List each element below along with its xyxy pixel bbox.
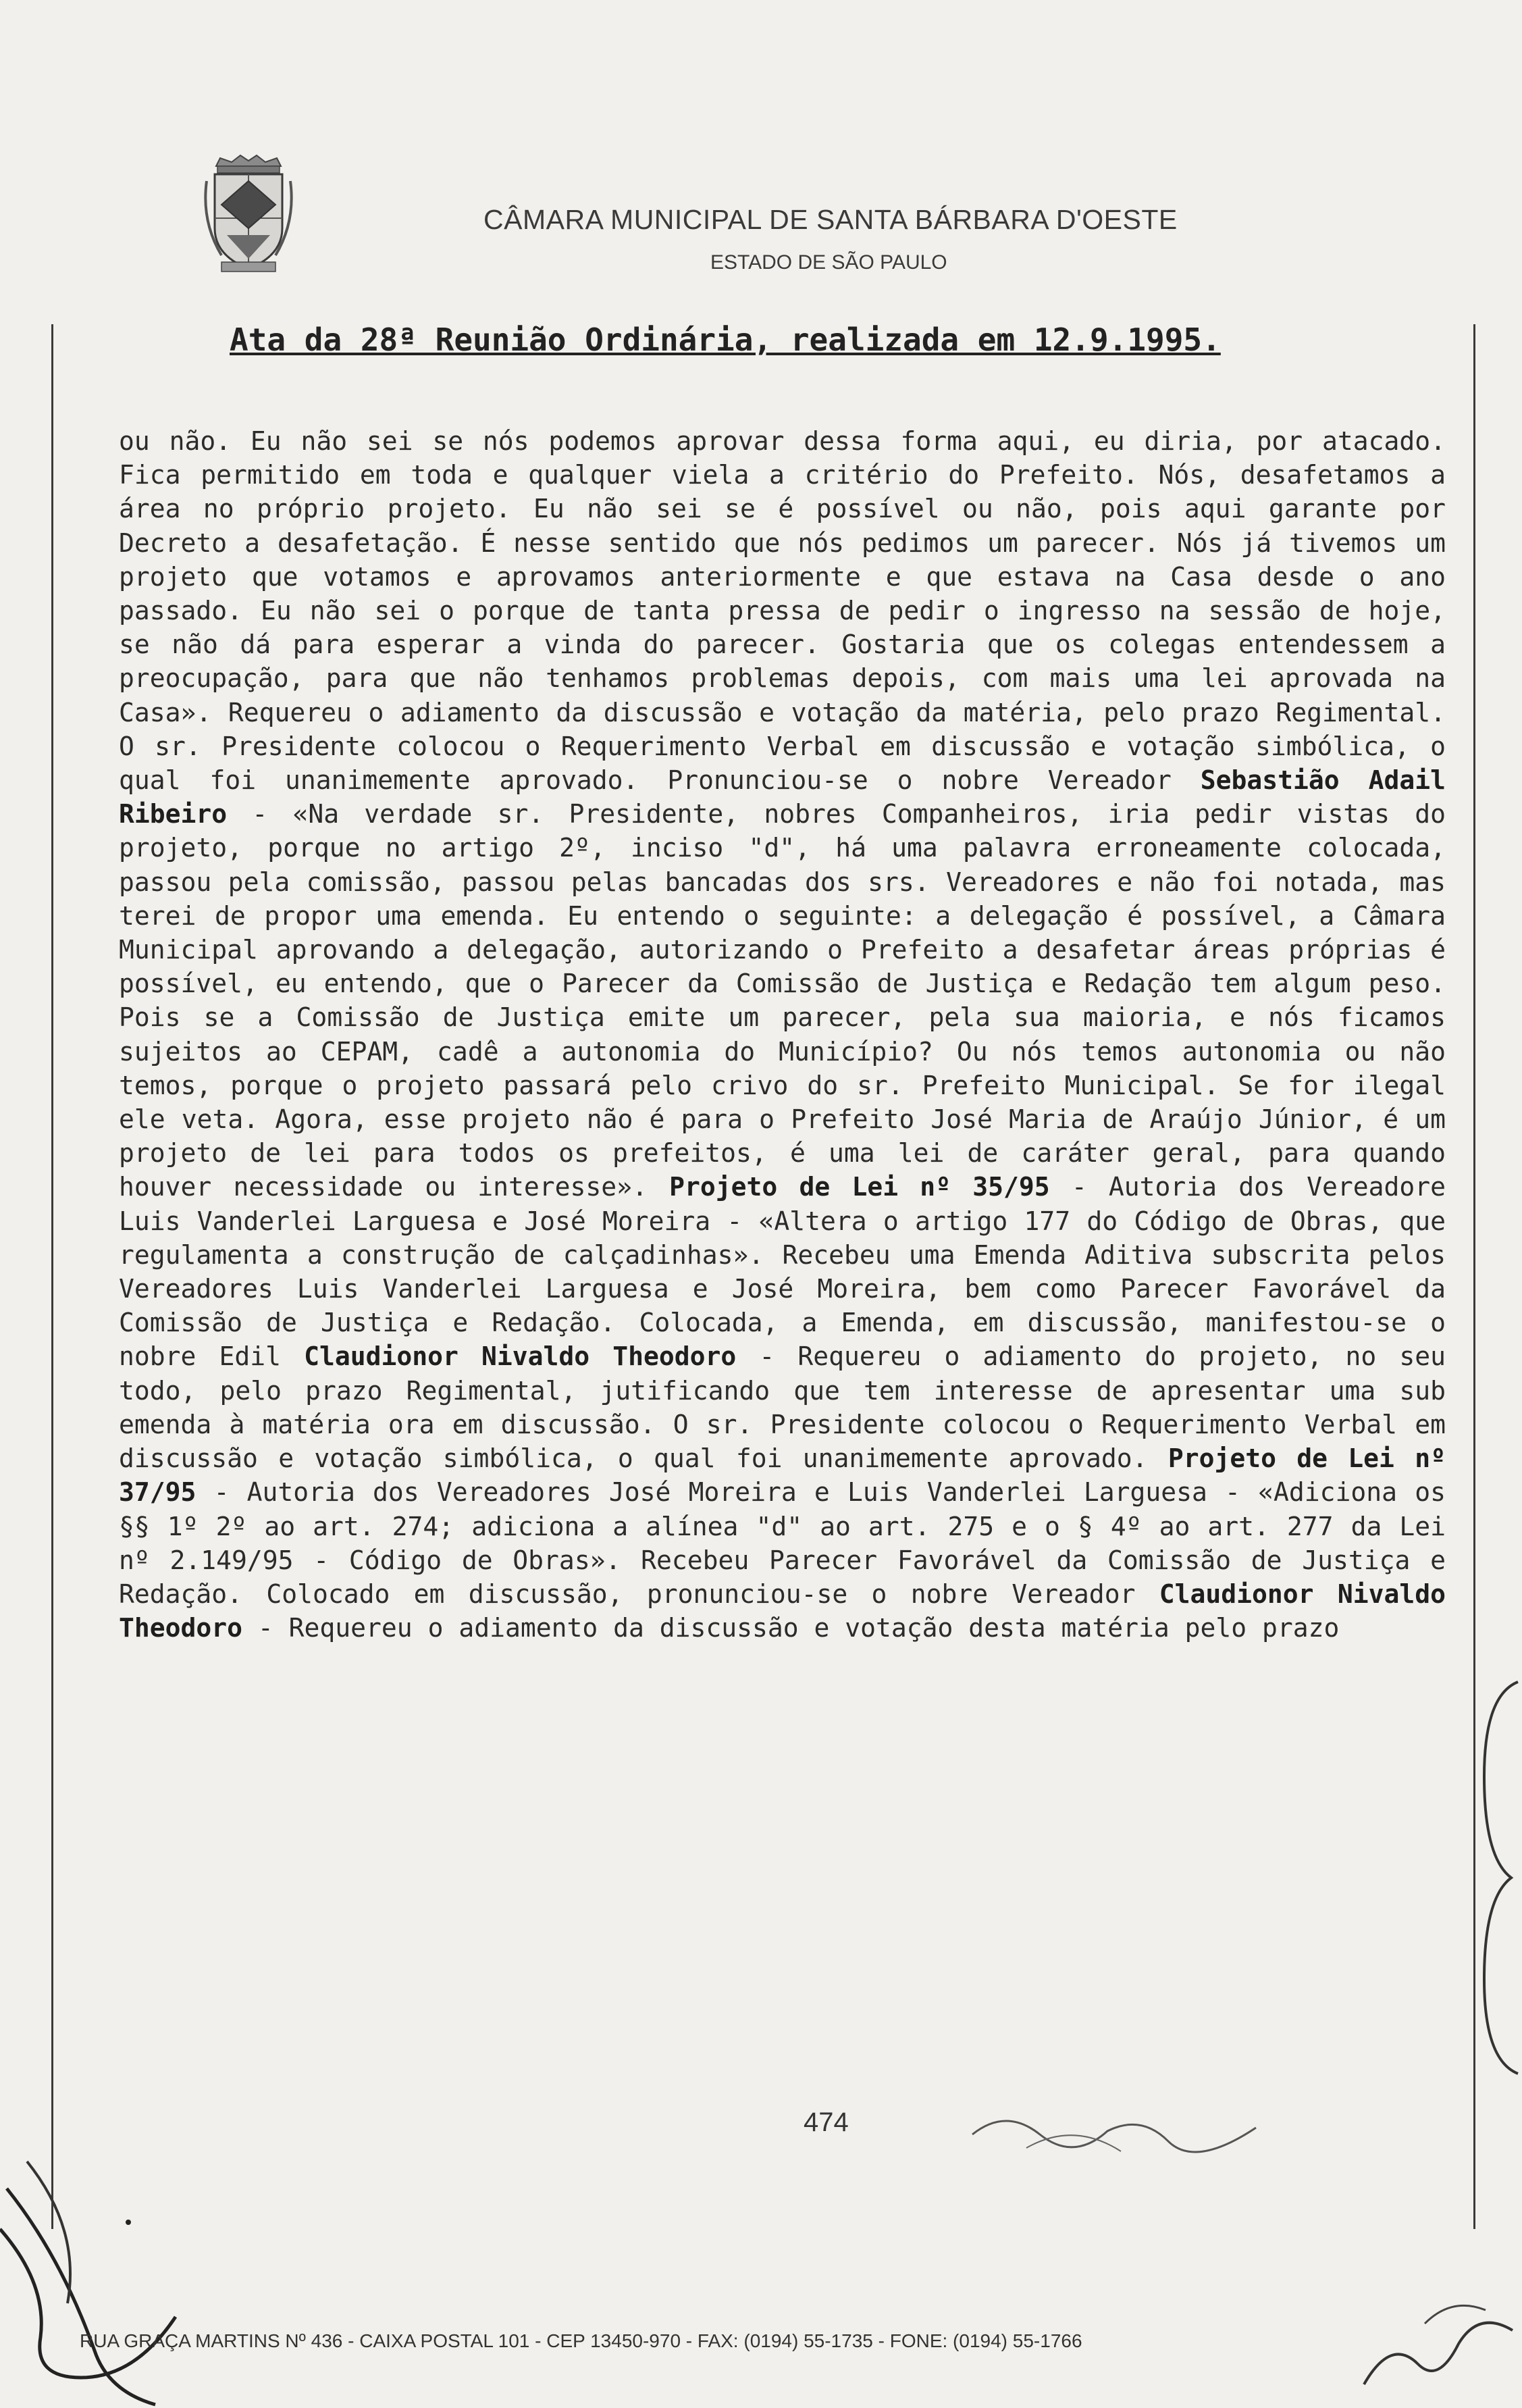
body-segment: - «Na verdade sr. Presidente, nobres Companheiros, iria pedir vistas do projeto, porque no artigo 2º, inciso "d", há uma palavra erroneamente colocada, passou pela comissão, passou pelas bancadas dos srs. Vereadores e não foi notada, mas terei de propor uma emenda. Eu entendo o seguinte: a delegação é possível, a Câmara Municipal aprovando a delegação, autorizando o Prefeito a desafetar áreas próprias é possível, eu entendo, que o Parecer da Comissão de Justiça e Redação tem algum peso. Pois se a Comissão de Justiça emite um parecer, pela sua maioria, e nós ficamos sujeitos ao CEPAM, cadê a autonomia do Município? Ou nós temos autonomia ou não temos, porque o projeto passará pelo crivo do sr. Prefeito Municipal. Se for ilegal ele veta. Agora, esse projeto não é para o Prefeito José Maria de Araújo Júnior, é um projeto de lei para todos os prefeitos, é uma lei de caráter geral, para quando houver necessidade ou interesse». <box>119 799 1446 1202</box>
municipal-crest-icon <box>201 154 296 274</box>
body-segment: - Autoria dos Vereadores José Moreira e Luis Vanderlei Larguesa - «Adiciona os §§ 1º 2º ao art. 274; adiciona a alínea "d" ao art. 275 e o § 4º ao art. 277 da Lei nº 2.149/95 - Código de Obras». Recebeu Parecer Favorável da Comissão de Justiça e Redação. Colocado em discussão, pronunciou-se o nobre Vereador <box>119 1477 1446 1609</box>
body-segment: - Requereu o adiamento da discussão e votação desta matéria pelo prazo <box>242 1613 1340 1643</box>
page-number: 474 <box>804 2107 849 2137</box>
body-bold-name: Sebastião Adail Ribeiro <box>119 765 1446 829</box>
organization-name: CÂMARA MUNICIPAL DE SANTA BÁRBARA D'OESTE <box>483 204 1178 235</box>
document-title: Ata da 28ª Reunião Ordinária, realizada em 12.9.1995. <box>230 322 1221 358</box>
signature-center-icon <box>966 2094 1263 2168</box>
body-bold-name: Claudionor Nivaldo Theodoro <box>119 1579 1446 1643</box>
left-margin-rule <box>51 324 53 2229</box>
body-segment: - Requereu o adiamento do projeto, no seu todo, pelo prazo Regimental, jutificando que tem interesse de apresentar uma sub emenda à matéria ora em discussão. O sr. Presidente colocou o Requerimento Verbal em discussão e votação simbólica, o qual foi unanimemente aprovado. <box>119 1341 1446 1474</box>
signature-left-icon <box>0 2148 203 2408</box>
body-segment: ou não. Eu não sei se nós podemos aprovar dessa forma aqui, eu diria, por atacado. Fica permitido em toda e qualquer viela a critério do Prefeito. Nós, desafetamos a área no próprio projeto. Eu não sei se é possível ou não, pois aqui garante por Decreto a desafetação. É nesse sentido que nós pedimos um parecer. Nós já tivemos um projeto que votamos e aprovamos anteriormente e que estava na Casa desde o ano passado. Eu não sei o porque de tanta pressa de pedir o ingresso na sessão de hoje, se não dá para esperar a vinda do parecer. Gostaria que os colegas entendessem a preocupação, para que não tenhamos problemas depois, com mais uma lei aprovada na Casa». Requereu o adiamento da discussão e votação da matéria, pelo prazo Regimental. O sr. Presidente colocou o Requerimento Verbal em discussão e votação simbólica, o qual foi unanimemente aprovado. Pronunciou-se o nobre Vereador <box>119 426 1446 796</box>
body-bold-bill: Projeto de Lei nº 35/95 <box>669 1172 1050 1202</box>
margin-bracket-mark <box>1471 1675 1522 2080</box>
footer-address: RUA GRAÇA MARTINS Nº 436 - CAIXA POSTAL 101 - CEP 13450-970 - FAX: (0194) 55-1735 - FONE: (0194) 55-1766 <box>80 2330 1082 2351</box>
body-bold-name: Claudionor Nivaldo Theodoro <box>304 1341 737 1372</box>
organization-state: ESTADO DE SÃO PAULO <box>710 251 947 274</box>
minutes-body <box>119 424 1446 1645</box>
body-bold-bill: Projeto de Lei nº 37/95 <box>119 1443 1446 1508</box>
body-segment: - Autoria dos Vereadore Luis Vanderlei Larguesa e José Moreira - «Altera o artigo 177 do Código de Obras, que regulamenta a construção de calçadinhas». Recebeu uma Emenda Aditiva subscrita pelos Vereadores Luis Vanderlei Larguesa e José Moreira, bem como Parecer Favorável da Comissão de Justiça e Redação. Colocada, a Emenda, em discussão, manifestou-se o nobre Edil <box>119 1172 1446 1372</box>
